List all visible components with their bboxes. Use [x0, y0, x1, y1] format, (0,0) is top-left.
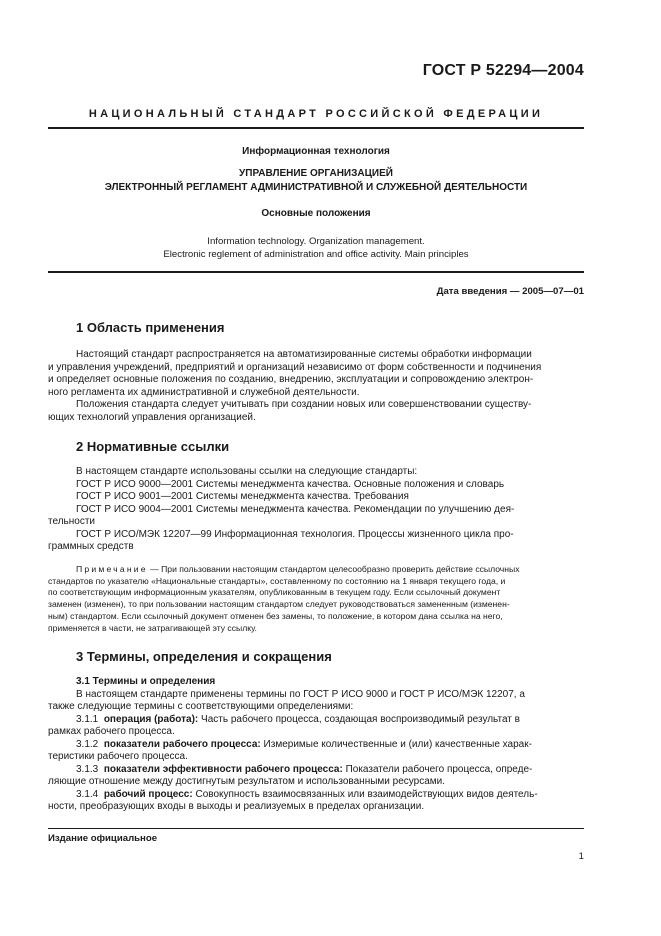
section-3-heading: 3 Термины, определения и сокращения: [76, 649, 332, 664]
title-main-line2: ЭЛЕКТРОННЫЙ РЕГЛАМЕНТ АДМИНИСТРАТИВНОЙ И СЛУЖЕБНОЙ ДЕЯТЕЛЬНОСТИ: [104, 182, 528, 193]
section-2-note: Примечание — При пользовании настоящим стандартом целесообразно проверить действие ссылочных стандартов по указателю «Национальные стандарты», составленному по состоянию на 1 января текущего года, и по соответствующим информационным указателям, опубликованным в текущем году. Если ссылочный документ заменен (изменен), то при пользовании настоящим стандартом следует руководствоваться замененным (изменен- ным) стандартом. Если ссылочный документ отменен без замены, то положение, в котором дана ссылка на него, применяется в части, не затрагивающей эту ссылку.: [48, 564, 520, 633]
section-3-body: 3.1 Термины и определения В настоящем стандарте применены термины по ГОСТ Р ИСО 9000 и ГОСТ Р ИСО/МЭК 12207, а также следующие термины с соответствующими определениями: 3.1.1 операция (работа): Часть рабочего процесса, создающая воспроизводимый результат в рамках рабочего процесса. 3.1.2 показатели рабочего процесса: Измеримые количественные и (или) качественные харак- теристики рабочего процесса. 3.1.3 показатели эффективности рабочего процесса: Показатели рабочего процесса, опреде- ляющие отношение между достигнутым результатом и использованными ресурсами. 3.1.4 рабочий процесс: Совокупность взаимосвязанных или взаимодействующих видов деятель- ности, преобразующих входы в выходы и реализуемых в пределах организации.: [48, 676, 584, 814]
section-1-paragraph-2: Положения стандарта следует учитывать при создании новых или совершенствовании существу- ющих технологий управления организацией.: [48, 399, 532, 423]
title-main-line1: УПРАВЛЕНИЕ ОРГАНИЗАЦИЕЙ: [239, 168, 393, 179]
standard-code: ГОСТ Р 52294—2004: [422, 62, 584, 79]
edition-label: Издание официальное: [48, 833, 158, 844]
section-1-heading: 1 Область применения: [76, 320, 225, 335]
term-3-1-1: 3.1.1 операция (работа): Часть рабочего процесса, создающая воспроизводимый результат в: [76, 713, 520, 725]
title-subtitle: Основные положения: [261, 208, 371, 219]
footer-rule: [48, 828, 584, 829]
intro-date: Дата введения — 2005—07—01: [436, 286, 584, 297]
section-2-heading: 2 Нормативные ссылки: [76, 439, 230, 454]
section-1-paragraph-1: Настоящий стандарт распространяется на автоматизированные системы обработки информации и управления учреждений, предприятий и организаций независимо от форм собственности и подчинения и определяет основные положения по созданию, внедрению, эксплуатации и сопровождению электрон- ного регламента их административной и служебной деятельности.: [48, 349, 542, 398]
title-rule: [48, 271, 584, 273]
term-3-1-3: 3.1.3 показатели эффективности рабочего процесса: Показатели рабочего процесса, опреде-: [76, 763, 533, 775]
note-label: Примечание: [76, 564, 148, 574]
national-standard-banner: НАЦИОНАЛЬНЫЙ СТАНДАРТ РОССИЙСКОЙ ФЕДЕРАЦИИ: [88, 108, 544, 120]
title-subject: Информационная технология: [242, 146, 390, 157]
header-rule: [48, 127, 584, 129]
title-english-line2: Electronic reglement of administration and office activity. Main principles: [163, 249, 469, 260]
term-3-1-4: 3.1.4 рабочий процесс: Совокупность взаимосвязанных или взаимодействующих видов деятель-: [76, 788, 538, 800]
title-english-line1: Information technology. Organization management.: [207, 236, 425, 247]
page-number: 1: [578, 851, 584, 862]
term-3-1-2: 3.1.2 показатели рабочего процесса: Измеримые количественные и (или) качественные харак-: [76, 738, 532, 750]
subsection-3-1-heading: 3.1 Термины и определения: [76, 676, 216, 687]
section-2-references: В настоящем стандарте использованы ссылки на следующие стандарты: ГОСТ Р ИСО 9000—2001 Системы менеджмента качества. Основные положения и словарь ГОСТ Р ИСО 9001—2001 Системы менеджмента качества. Требования ГОСТ Р ИСО 9004—2001 Системы менеджмента качества. Рекомендации по улучшению дея- тельности ГОСТ Р ИСО/МЭК 12207—99 Информационная технология. Процессы жизненного цикла про- граммных средств: [48, 466, 515, 552]
